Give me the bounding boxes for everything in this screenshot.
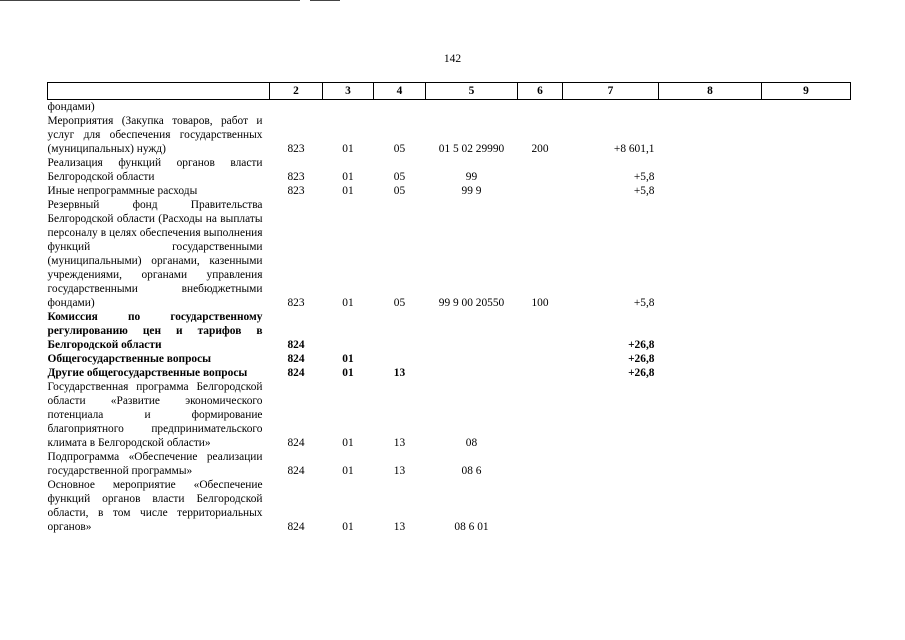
code-expense-type-cell (518, 380, 563, 450)
col8-cell (659, 450, 762, 478)
amount-cell (563, 478, 659, 534)
code-expense-type-cell: 100 (531, 297, 549, 309)
row-name-cell: Общегосударственные вопросы (47, 353, 212, 365)
col9-cell (762, 450, 851, 478)
row-name-cell: Комиссия по государственному регулированию цен и тарифов в Белгородской области (47, 311, 263, 351)
code-subsection-cell: 13 (393, 367, 406, 379)
code-subsection-cell (374, 352, 426, 366)
code-admin-cell: 823 (287, 171, 305, 183)
header-col-4: 4 (374, 83, 426, 100)
table-row (48, 366, 851, 380)
code-admin-cell: 824 (287, 367, 305, 379)
code-section-cell: 01 (342, 353, 354, 365)
col8-cell (659, 198, 762, 310)
code-expense-type-cell (518, 478, 563, 534)
code-subsection-cell: 05 (393, 171, 406, 183)
table-row (48, 156, 851, 184)
col9-cell (762, 198, 851, 310)
code-section-cell: 01 (342, 437, 354, 449)
scan-artifact-line (310, 0, 340, 1)
table-row (48, 310, 851, 352)
amount-cell: +5,8 (633, 185, 655, 197)
table-row (48, 352, 851, 366)
code-expense-type-cell (518, 366, 563, 380)
code-target-cell: 99 (465, 171, 478, 183)
amount-cell: +5,8 (633, 297, 655, 309)
table-row (48, 100, 851, 115)
amount-cell (563, 380, 659, 450)
amount-cell: +8 601,1 (613, 143, 655, 155)
col8-cell (659, 156, 762, 184)
code-section-cell: 01 (342, 143, 354, 155)
col8-cell (659, 114, 762, 156)
row-name-cell: Государственная программа Белгородской области «Развитие экономического потенциала и формирование благоприятного предпринимательского климата в Белгородской области» (47, 381, 263, 449)
code-subsection-cell: 13 (393, 437, 406, 449)
code-target-cell (426, 366, 518, 380)
budget-table (47, 82, 851, 534)
header-col-7: 7 (563, 83, 659, 100)
row-name-cell: Основное мероприятие «Обеспечение функций органов власти Белгородской области, в том числе территориальных органов» (47, 479, 263, 533)
header-col-3: 3 (323, 83, 374, 100)
code-admin-cell: 824 (287, 521, 305, 533)
code-admin-cell: 823 (287, 185, 305, 197)
code-expense-type-cell (518, 184, 563, 198)
code-expense-type-cell (518, 156, 563, 184)
col8-cell (659, 366, 762, 380)
code-target-cell (426, 352, 518, 366)
header-col-1 (48, 83, 270, 100)
code-section-cell: 01 (342, 171, 354, 183)
code-admin-cell: 823 (287, 143, 305, 155)
code-target-cell (426, 100, 518, 115)
code-target-cell: 08 (465, 437, 478, 449)
header-col-9: 9 (762, 83, 851, 100)
code-target-cell: 99 9 (461, 185, 482, 197)
code-subsection-cell: 13 (393, 521, 406, 533)
code-admin-cell (270, 100, 323, 115)
col9-cell (762, 310, 851, 352)
code-subsection-cell (374, 310, 426, 352)
code-admin-cell: 824 (287, 437, 305, 449)
code-section-cell: 01 (342, 521, 354, 533)
table-row (48, 450, 851, 478)
code-target-cell (426, 310, 518, 352)
col9-cell (762, 156, 851, 184)
col8-cell (659, 184, 762, 198)
header-col-5: 5 (426, 83, 518, 100)
code-target-cell: 08 6 (461, 465, 482, 477)
col8-cell (659, 380, 762, 450)
code-subsection-cell: 13 (393, 465, 406, 477)
col9-cell (762, 114, 851, 156)
code-section-cell (323, 310, 374, 352)
page-number: 142 (443, 53, 462, 65)
col9-cell (762, 184, 851, 198)
table-header (48, 83, 851, 100)
header-col-8: 8 (659, 83, 762, 100)
row-name-cell: Резервный фонд Правительства Белгородской области (Расходы на выплаты персоналу в целях обеспечения выполнения функций государственными (муниципальными) органами, казенными учреждениями, органами управления государственными внебюджетными фондами) (47, 199, 263, 309)
table-row (48, 198, 851, 310)
code-admin-cell: 824 (287, 465, 305, 477)
header-col-6: 6 (518, 83, 563, 100)
code-section-cell (323, 100, 374, 115)
table-row (48, 380, 851, 450)
col9-cell (762, 366, 851, 380)
table-row (48, 478, 851, 534)
amount-cell: +26,8 (628, 353, 655, 365)
code-admin-cell: 824 (287, 353, 305, 365)
amount-cell: +26,8 (628, 339, 655, 351)
table-row (48, 114, 851, 156)
col8-cell (659, 478, 762, 534)
amount-cell (563, 450, 659, 478)
code-expense-type-cell (518, 352, 563, 366)
code-expense-type-cell (518, 310, 563, 352)
code-expense-type-cell: 200 (531, 143, 549, 155)
code-subsection-cell (374, 100, 426, 115)
code-target-cell: 99 9 00 20550 (438, 297, 505, 309)
code-admin-cell: 824 (287, 339, 305, 351)
row-name-cell: Иные непрограммные расходы (47, 185, 198, 197)
col9-cell (762, 100, 851, 115)
col8-cell (659, 100, 762, 115)
table-body (48, 100, 851, 535)
header-col-2: 2 (270, 83, 323, 100)
row-name-cell: Подпрограмма «Обеспечение реализации государственной программы» (47, 451, 263, 477)
scan-artifact-line (0, 0, 300, 1)
header-row (48, 83, 851, 100)
code-section-cell: 01 (342, 367, 354, 379)
code-subsection-cell: 05 (393, 143, 406, 155)
code-target-cell: 01 5 02 29990 (438, 143, 505, 155)
col9-cell (762, 380, 851, 450)
code-admin-cell: 823 (287, 297, 305, 309)
code-subsection-cell: 05 (393, 185, 406, 197)
amount-cell (563, 100, 659, 115)
code-section-cell: 01 (342, 185, 354, 197)
row-name-cell: фондами) (47, 101, 95, 113)
code-expense-type-cell (518, 100, 563, 115)
col9-cell (762, 478, 851, 534)
row-name-cell: Реализация функций органов власти Белгородской области (47, 157, 263, 183)
code-subsection-cell: 05 (393, 297, 406, 309)
code-section-cell: 01 (342, 465, 354, 477)
amount-cell: +5,8 (633, 171, 655, 183)
code-target-cell: 08 6 01 (454, 521, 489, 533)
code-section-cell: 01 (342, 297, 354, 309)
table-row (48, 184, 851, 198)
code-expense-type-cell (518, 450, 563, 478)
amount-cell: +26,8 (628, 367, 655, 379)
row-name-cell: Другие общегосударственные вопросы (47, 367, 248, 379)
col8-cell (659, 310, 762, 352)
col8-cell (659, 352, 762, 366)
col9-cell (762, 352, 851, 366)
row-name-cell: Мероприятия (Закупка товаров, работ и услуг для обеспечения государственных (муниципальных) нужд) (47, 115, 263, 155)
